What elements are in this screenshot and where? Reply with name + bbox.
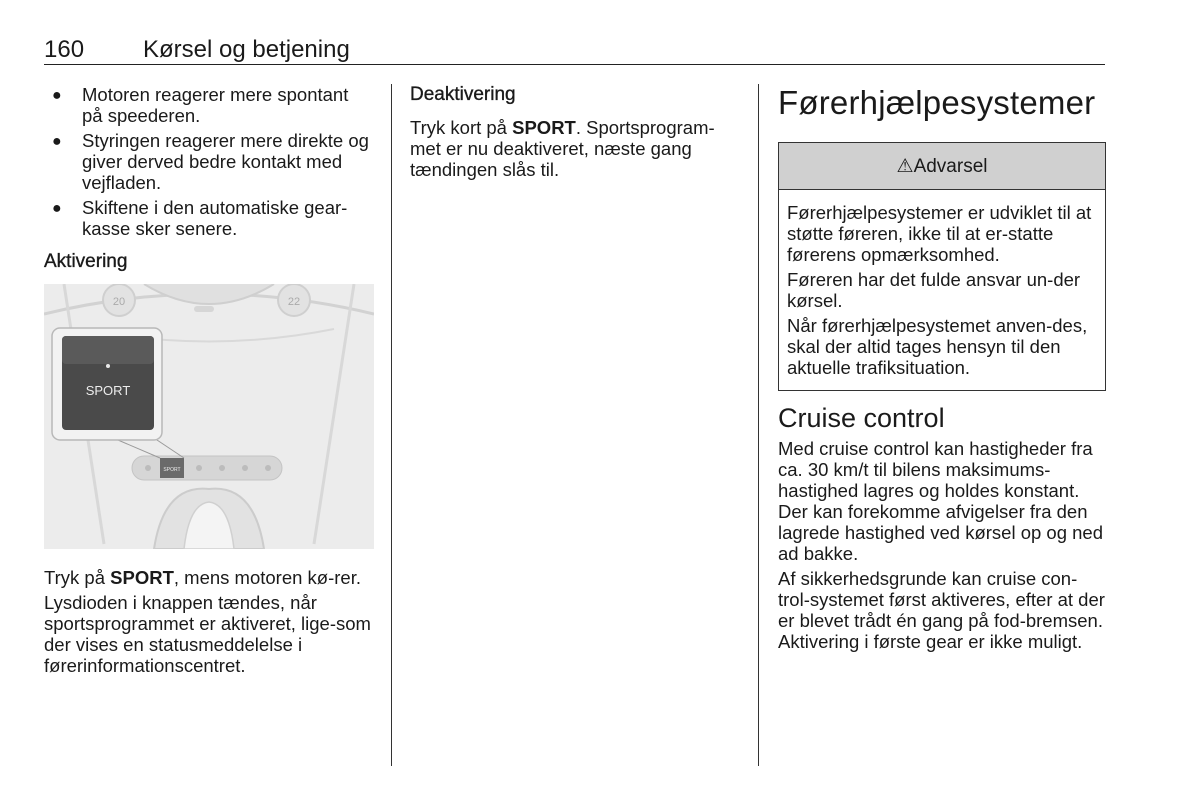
sport-button-illustration: [44, 284, 374, 549]
cruise-control-heading: Cruise control: [778, 403, 945, 433]
section-title: Kørsel og betjening: [143, 36, 350, 63]
left-column: [44, 84, 374, 680]
bullet-icon: ●: [52, 87, 62, 104]
cruise-paragraph-1: Med cruise control kan hastigheder fra ca. 30 km/t til bilens maksimums-hastighed lagres og holdes konstant. Der kan forekomme afvigelser fra den lagrede hastighed ved kørsel op og ned ad bakke.: [778, 438, 1103, 564]
list-item: ● Motoren reagerer mere spontant på speederen.: [52, 84, 349, 126]
console-drawing: [44, 284, 374, 549]
small-sport-label: SPORT: [163, 467, 181, 473]
sport-keyword: SPORT: [512, 117, 576, 138]
sport-keyword: SPORT: [110, 567, 174, 588]
page-number: 160: [44, 36, 85, 63]
right-knob-label: 22: [287, 296, 301, 308]
activation-instruction: Tryk på SPORT, mens motoren kø-rer.: [44, 567, 361, 588]
warning-text-1: Førerhjælpesystemer er udviklet til at støtte føreren, ikke til at er-statte førerens opmærksomhed.: [787, 202, 1092, 265]
middle-column: [410, 84, 740, 184]
sport-button-label: SPORT: [85, 383, 131, 398]
column-divider-2: [758, 84, 759, 766]
right-column: [778, 84, 1106, 656]
bullet-icon: ●: [52, 200, 62, 217]
warning-label: Advarsel: [913, 155, 988, 177]
list-item: ● Skiftene i den automatiske gear-kasse sker senere.: [52, 197, 348, 239]
warning-text-3: Når førerhjælpesystemet anven-des, skal der altid tages hensyn til den aktuelle trafiksituation.: [787, 315, 1088, 378]
deactivation-instruction: Tryk kort på SPORT. Sportsprogram-met er nu deaktiveret, næste gang tændingen slås til.: [410, 117, 715, 180]
deactivation-heading: Deaktivering: [410, 84, 516, 105]
warning-text-2: Føreren har det fulde ansvar un-der kørsel.: [787, 269, 1081, 311]
warning-icon: ⚠: [896, 155, 914, 177]
bullet-icon: ●: [52, 133, 62, 150]
warning-header: [779, 143, 1105, 190]
column-divider-1: [391, 84, 392, 766]
page-header: [44, 34, 1105, 65]
led-description: Lysdioden i knappen tændes, når sportsprogrammet er aktiveret, lige-som der vises en statusmeddelelse i førerinformationscentret.: [44, 592, 371, 676]
list-item: ● Styringen reagerer mere direkte og giver derved bedre kontakt med vejfladen.: [52, 130, 369, 193]
warning-body: [779, 190, 1105, 390]
effects-list: [44, 84, 374, 239]
activation-heading: Aktivering: [44, 251, 128, 272]
warning-box: [778, 142, 1106, 391]
left-knob-label: 20: [112, 296, 126, 308]
chapter-title: Førerhjælpesystemer: [778, 84, 1096, 121]
cruise-paragraph-2: Af sikkerhedsgrunde kan cruise con-trol-systemet først aktiveres, efter at der er blevet trådt én gang på fod-bremsen. Aktivering i første gear er ikke muligt.: [778, 568, 1105, 652]
